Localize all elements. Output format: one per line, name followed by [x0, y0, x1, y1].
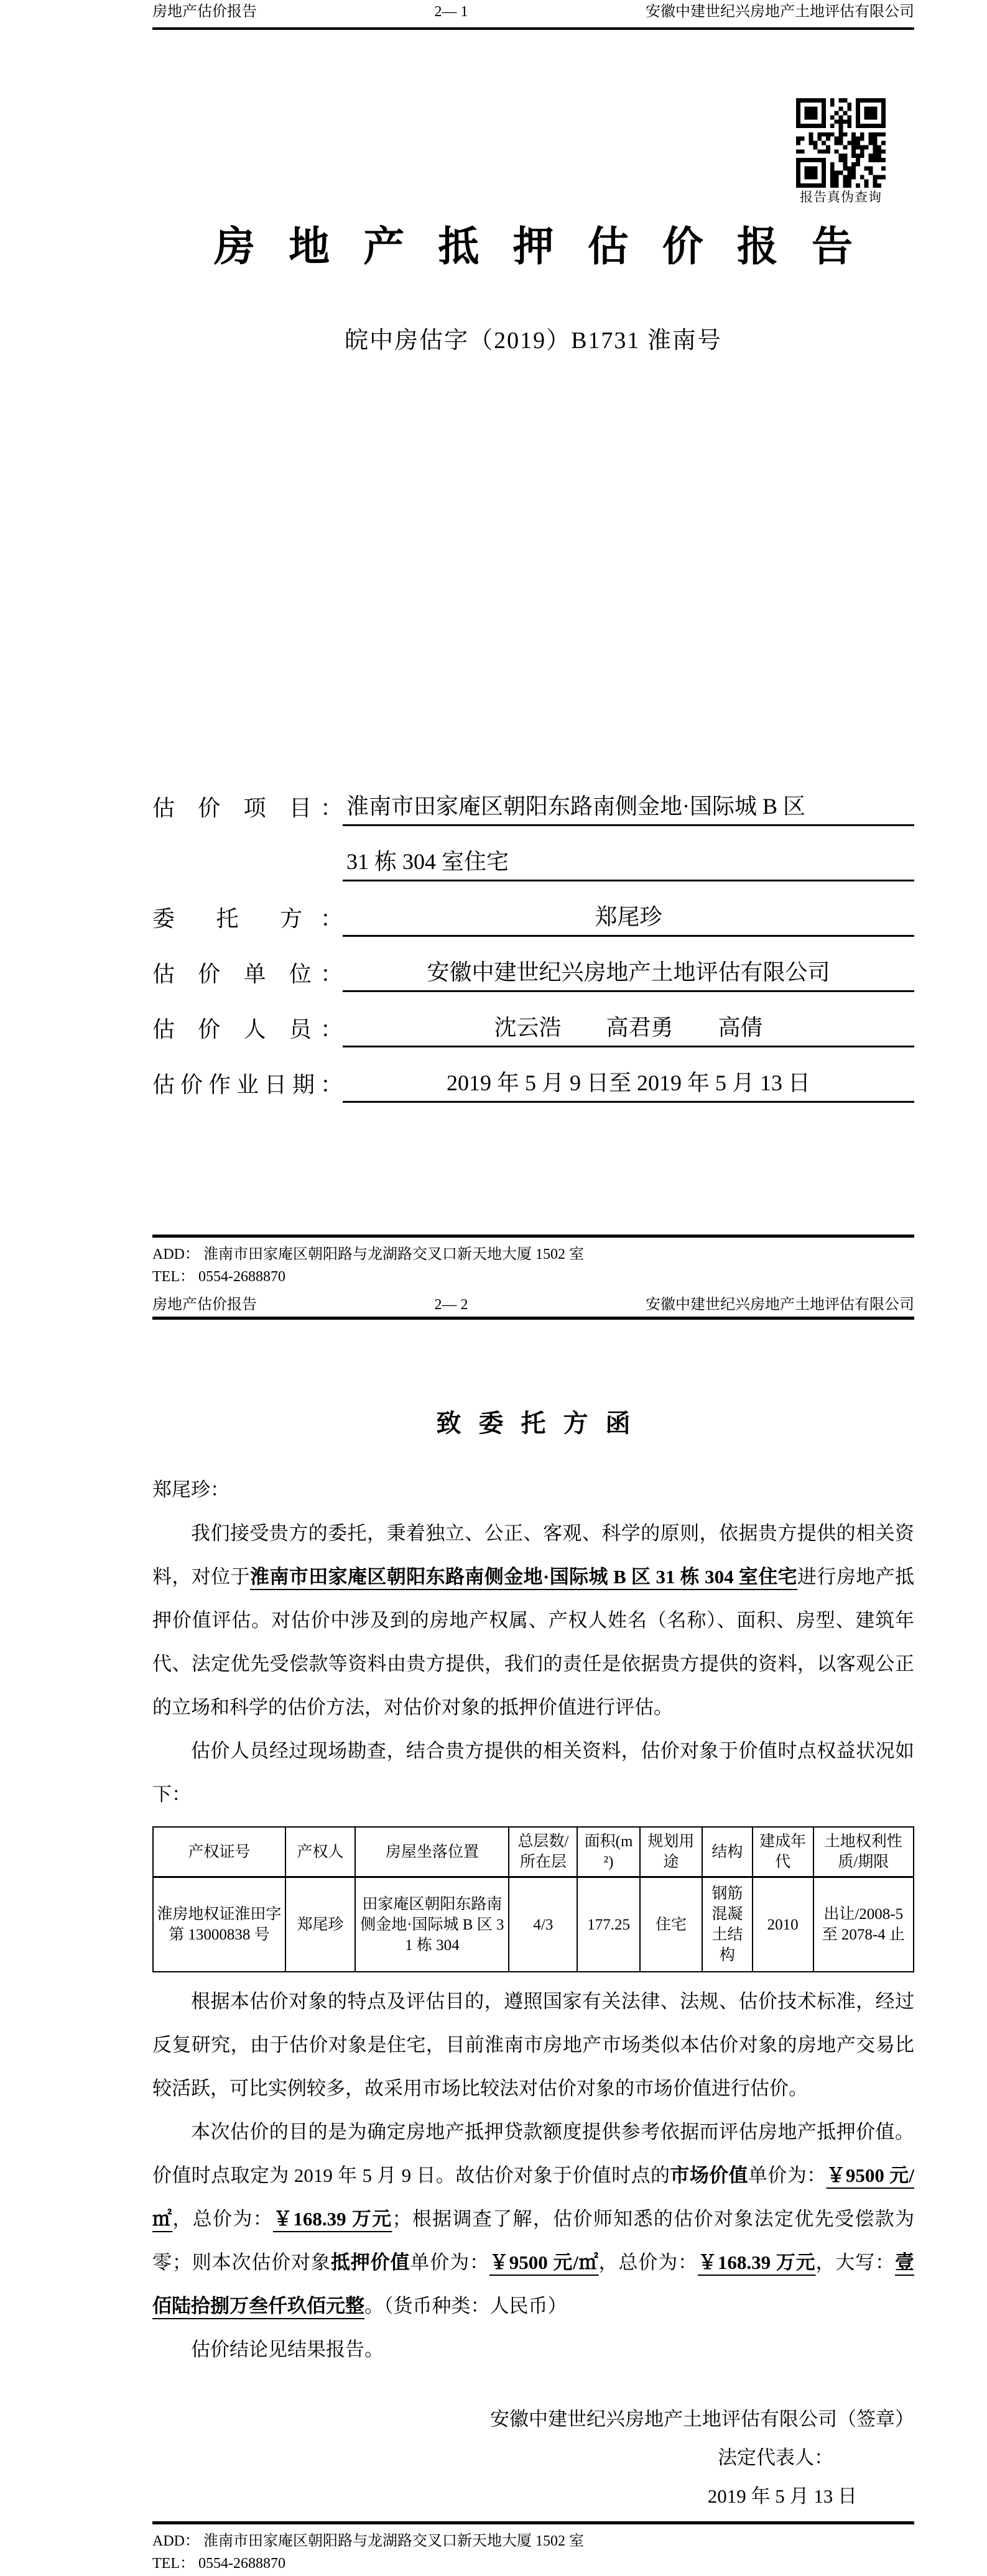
- table-cell: 4/3: [509, 1877, 577, 1972]
- letter-closing: [152, 2400, 914, 2516]
- field-client-label: 委 托 方：: [152, 906, 343, 931]
- report-document-number: 皖中房估字（2019）B1731 淮南号: [345, 328, 722, 354]
- letter-paragraph-4: [152, 2110, 914, 2328]
- page1-footer-rule: [152, 1235, 914, 1238]
- table-header-cell: 产权人: [285, 1827, 356, 1877]
- table-header-cell: 建成年代: [753, 1827, 813, 1877]
- text-segment: ，总价为：: [598, 2252, 698, 2273]
- text-segment: 。（货币种类：人民币）: [364, 2295, 567, 2317]
- letter-paragraph-3: [152, 1980, 914, 2110]
- table-row: [153, 1877, 914, 1972]
- page1-header-rule: [152, 27, 914, 30]
- closing-date: 2019 年 5 月 13 日: [707, 2485, 857, 2507]
- table-cell: 田家庵区朝阳东路南侧金地·国际城 B 区 31 栋 304: [355, 1877, 509, 1972]
- text-segment: 本次估价的目的是为确定房地产抵押贷款额度提供参考依据而评估房地产抵押价值。价值时点取定为 2019 年 5 月 9 日。故估价对象于价值时点的: [152, 2121, 914, 2186]
- field-period-value: 2019 年 5 月 9 日至 2019 年 5 月 13 日: [343, 1065, 914, 1103]
- letter-paragraph-1: [152, 1512, 914, 1729]
- page2-footer-address: ADD： 淮南市田家庵区朝阳路与龙湖路交叉口新天地大厦 1502 室: [152, 2533, 584, 2549]
- field-appraisers-value: 沈云浩 高君勇 高倩: [343, 1010, 914, 1047]
- page2-header-company: 安徽中建世纪兴房地产土地评估有限公司: [646, 1297, 914, 1313]
- page2-footer-rule: [152, 2521, 914, 2524]
- page1-running-header: [152, 2, 914, 21]
- property-rights-table: [152, 1826, 914, 1972]
- text-segment: 单价为：: [410, 2252, 489, 2273]
- qr-code-icon: [796, 98, 886, 188]
- field-agency: [152, 954, 914, 992]
- table-cell: 177.25: [577, 1877, 639, 1972]
- field-period-label: 估价作业日期：: [152, 1072, 343, 1097]
- table-header-cell: 土地权利性质/期限: [813, 1827, 914, 1877]
- text-segment: ，大写：: [815, 2252, 895, 2273]
- letter-title: [152, 1406, 914, 1441]
- text-segment: 壹佰陆拾捌万叁仟玖佰元整: [152, 2252, 914, 2317]
- page1-footer-address: ADD： 淮南市田家庵区朝阳路与龙湖路交叉口新天地大厦 1502 室: [152, 1246, 584, 1263]
- page1-footer-tel: TEL： 0554-2688870: [152, 1269, 285, 1285]
- text-segment: ，总价为：: [172, 2208, 274, 2230]
- field-client: [152, 899, 914, 937]
- text-segment: 根据本估价对象的特点及评估目的，遵照国家有关法律、法规、估价技术标准，经过反复研究，由于估价对象是住宅，目前淮南市房地产市场类似本估价对象的房地产交易比较活跃，可比实例较多，故采用市场比较法对估价对象的市场价值进行估价。: [152, 1990, 914, 2099]
- report-main-title-text: 房地产抵押估价报告: [214, 224, 887, 270]
- table-cell: 住宅: [640, 1877, 702, 1972]
- table-header-cell: 面积(m²): [577, 1827, 639, 1877]
- field-appraisers-label: 估 价 人 员：: [152, 1017, 343, 1042]
- field-project: [152, 788, 914, 826]
- text-segment: 进行房地产抵押价值评估。对估价中涉及到的房地产权属、产权人姓名（名称）、面积、房型、建筑年代、法定优先受偿款等资料由贵方提供，我们的责任是依据贵方提供的资料，以客观公正的立场和科学的估价方法，对估价对象的抵押价值进行评估。: [152, 1566, 915, 1718]
- field-appraisers: [152, 1010, 914, 1047]
- page1-header-page-number: 2— 1: [434, 4, 468, 20]
- page2-footer: [152, 2530, 914, 2575]
- letter-to-client: [152, 1406, 914, 2516]
- letter-title-text: 致委托方函: [436, 1409, 648, 1437]
- report-main-title: [152, 216, 914, 278]
- page1-footer: [152, 1243, 914, 1288]
- letter-paragraph-5: [152, 2328, 914, 2371]
- text-segment: ￥168.39 万元: [273, 2208, 392, 2230]
- table-header-cell: 总层数/所在层: [509, 1827, 577, 1877]
- table-cell: 2010: [753, 1877, 813, 1972]
- text-segment: 我们接受贵方的委托，秉着独立、公正、客观、科学的原则，依据贵方提供的相关资料，对位于: [152, 1522, 914, 1588]
- text-segment: ￥9500 元/㎡: [489, 2252, 599, 2273]
- text-segment: 估价人员经过现场勘查，结合贵方提供的相关资料，估价对象于价值时点权益状况如下：: [152, 1740, 914, 1805]
- table-header-cell: 产权证号: [153, 1827, 285, 1877]
- closing-company-seal: 安徽中建世纪兴房地产土地评估有限公司（签章）: [490, 2408, 914, 2430]
- text-segment: ；根据调查了解，估价师知悉的估价对象法定优先受偿款为零；则本次估价对象: [152, 2208, 915, 2273]
- page2-header-rule: [152, 1317, 914, 1320]
- field-project-value-line1: 淮南市田家庵区朝阳东路南侧金地·国际城 B 区: [343, 788, 914, 826]
- table-cell: 郑尾珍: [285, 1877, 356, 1972]
- table-cell: 出让/2008-5 至 2078-4 止: [813, 1877, 914, 1972]
- page2-running-header: [152, 1295, 914, 1314]
- text-segment: 估价结论见结果报告。: [191, 2339, 384, 2360]
- table-header-cell: 房屋坐落位置: [355, 1827, 509, 1877]
- text-segment: 抵押价值: [330, 2252, 410, 2273]
- field-agency-label: 估 价 单 位：: [152, 962, 343, 987]
- field-project-line2: [152, 844, 914, 881]
- text-segment: 淮南市田家庵区朝阳东路南侧金地·国际城 B 区 31 栋 304 室住宅: [250, 1566, 798, 1588]
- qr-label: 报告真伪查询: [800, 190, 882, 205]
- field-agency-value: 安徽中建世纪兴房地产土地评估有限公司: [343, 954, 914, 992]
- text-segment: ￥9500 元/㎡: [152, 2164, 915, 2230]
- table-cell: 钢筋混凝土结构: [702, 1877, 753, 1972]
- page1-header-doc-title: 房地产估价报告: [152, 4, 257, 20]
- table-body: [153, 1877, 914, 1972]
- letter-paragraph-2: [152, 1729, 914, 1816]
- page1-header-company: 安徽中建世纪兴房地产土地评估有限公司: [646, 4, 914, 20]
- table-header-cell: 结构: [702, 1827, 753, 1877]
- closing-legal-representative: 法定代表人：: [718, 2447, 833, 2468]
- text-segment: 单价为：: [748, 2164, 827, 2186]
- field-client-value: 郑尾珍: [343, 899, 914, 937]
- cover-fields: [152, 788, 914, 1120]
- text-segment: 市场价值: [670, 2164, 748, 2186]
- letter-salutation: 郑尾珍：: [152, 1479, 229, 1501]
- field-project-label: 估 价 项 目：: [152, 796, 343, 821]
- page2-header-page-number: 2— 2: [434, 1297, 468, 1313]
- page2-header-doc-title: 房地产估价报告: [152, 1297, 257, 1313]
- field-project-value-line2: 31 栋 304 室住宅: [343, 844, 914, 881]
- table-cell: 淮房地权证淮田字第 13000838 号: [153, 1877, 285, 1972]
- text-segment: ￥168.39 万元: [698, 2252, 816, 2273]
- table-header-row: [153, 1827, 914, 1877]
- field-period: [152, 1065, 914, 1103]
- table-header-cell: 规划用途: [640, 1827, 702, 1877]
- report-verification-block: [796, 98, 886, 205]
- page2-footer-tel: TEL： 0554-2688870: [152, 2555, 285, 2572]
